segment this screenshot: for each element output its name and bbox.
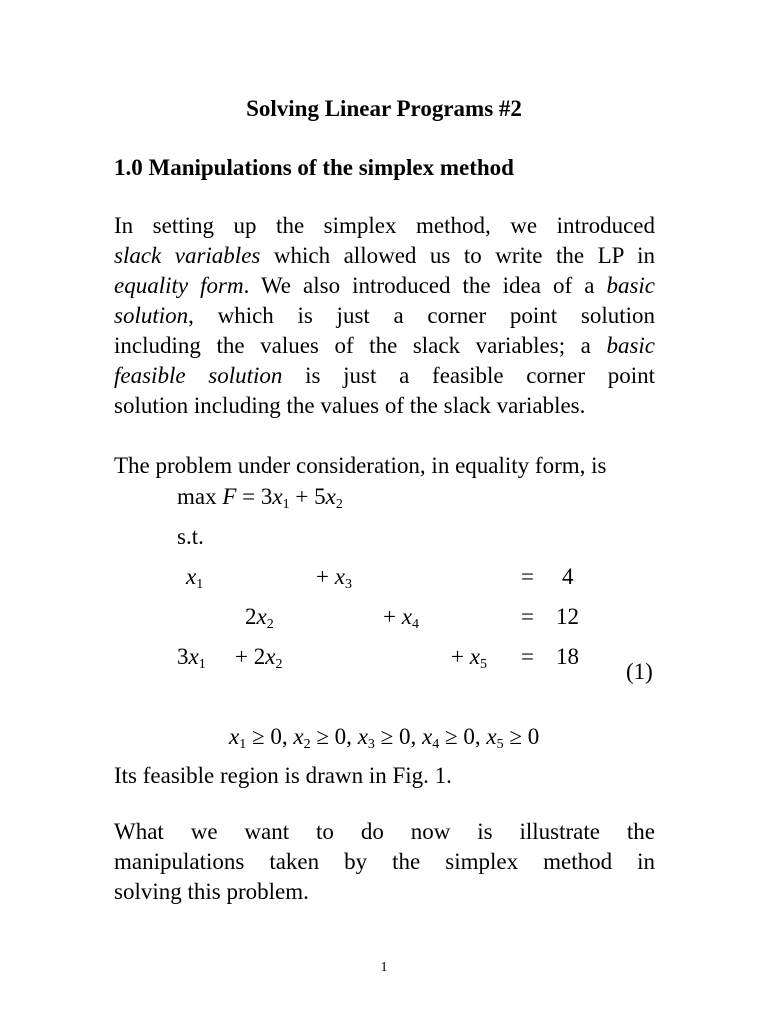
text-span: ≥ 0, xyxy=(439,724,487,749)
page-title: Solving Linear Programs #2 xyxy=(246,96,522,121)
var-x: x xyxy=(422,724,433,749)
equation-number: (1) xyxy=(626,659,653,684)
text-span: which allowed us to write the LP in xyxy=(260,243,656,268)
term-slack-variables: slack variables xyxy=(114,243,261,268)
var-x: x xyxy=(357,724,368,749)
paragraph-line xyxy=(114,301,655,331)
subscript: 2 xyxy=(303,737,311,752)
var-x: x xyxy=(293,724,304,749)
paragraph-line: manipulations taken by the simplex method in xyxy=(114,849,655,874)
paragraph-line: In setting up the simplex method, we introduced xyxy=(114,213,655,238)
constraint-2-equals: = xyxy=(521,604,534,629)
constraint-1-lhs xyxy=(186,564,203,590)
constraint-2-rhs: 12 xyxy=(556,604,579,629)
term-solution: solution xyxy=(114,303,189,328)
var-x: x xyxy=(486,724,497,749)
text-span: + xyxy=(316,564,335,589)
text-span: 3 xyxy=(177,644,189,669)
var-x: x xyxy=(334,564,345,589)
paragraph-intro xyxy=(114,211,655,421)
objective-function xyxy=(177,484,343,510)
var-x: x xyxy=(272,484,283,509)
paragraph-line xyxy=(114,271,655,301)
subscript: 5 xyxy=(479,657,487,672)
constraint-3-rhs: 18 xyxy=(556,644,579,669)
text-span: ≥ 0 xyxy=(503,724,540,749)
text-span: + xyxy=(451,644,470,669)
subject-to-label: s.t. xyxy=(177,524,204,549)
problem-intro: The problem under consideration, in equality form, is xyxy=(114,453,607,478)
feasible-region-sentence: Its feasible region is drawn in Fig. 1. xyxy=(114,763,452,788)
subscript: 2 xyxy=(266,617,274,632)
constraint-1-slack xyxy=(316,564,352,590)
nonnegativity-constraints xyxy=(229,724,539,750)
text-span: . We also introduced the idea of a xyxy=(243,273,607,298)
constraint-1-equals: = xyxy=(521,564,534,589)
text-span: ≥ 0, xyxy=(374,724,423,749)
paragraph-line xyxy=(114,361,655,391)
var-x: x xyxy=(401,604,412,629)
constraint-2-slack xyxy=(383,604,419,630)
text-span: + 2 xyxy=(235,644,266,669)
subscript: 3 xyxy=(367,737,375,752)
var-x: x xyxy=(188,644,199,669)
paragraph-line: solution including the values of the slack variables. xyxy=(114,393,586,418)
subscript: 1 xyxy=(198,657,206,672)
paragraph-line: What we want to do now is illustrate the xyxy=(114,819,655,844)
var-x: x xyxy=(325,484,336,509)
text-span: 2 xyxy=(245,604,257,629)
text-span: + xyxy=(383,604,402,629)
subscript: 1 xyxy=(282,497,290,512)
subscript: 2 xyxy=(275,657,283,672)
text-span: , which is just a corner point solution xyxy=(188,303,655,328)
paragraph-line: solving this problem. xyxy=(114,879,309,904)
paragraph-conclusion xyxy=(114,817,655,907)
subscript: 2 xyxy=(335,497,343,512)
subscript: 1 xyxy=(196,577,204,592)
constraint-3-second-term xyxy=(235,644,282,670)
paragraph-line xyxy=(114,241,655,271)
text-span: including the values of the slack variables; a xyxy=(114,333,607,358)
var-x: x xyxy=(256,604,267,629)
var-x: x xyxy=(186,564,197,589)
term-basic: basic xyxy=(606,273,655,298)
var-x: x xyxy=(265,644,276,669)
constraint-3-equals: = xyxy=(521,644,534,669)
constraint-2-lhs xyxy=(245,604,274,630)
section-heading: 1.0 Manipulations of the simplex method xyxy=(114,155,514,180)
text-span: + 5 xyxy=(289,484,326,509)
term-basic: basic xyxy=(606,333,655,358)
subscript: 3 xyxy=(344,577,352,592)
constraint-3-lhs xyxy=(177,644,206,670)
subscript: 4 xyxy=(411,617,419,632)
subscript: 4 xyxy=(432,737,440,752)
var-x: x xyxy=(469,644,480,669)
page-number: 1 xyxy=(380,960,388,975)
term-feasible-solution: feasible solution xyxy=(114,363,283,388)
subscript: 1 xyxy=(239,737,247,752)
text-span: ≥ 0, xyxy=(310,724,358,749)
max-keyword: max xyxy=(177,484,217,509)
paragraph-line xyxy=(114,331,655,361)
constraint-3-slack xyxy=(451,644,487,670)
var-x: x xyxy=(229,724,240,749)
text-span: ≥ 0, xyxy=(246,724,294,749)
term-equality-form: equality form xyxy=(114,273,244,298)
constraint-1-rhs: 4 xyxy=(562,564,574,589)
text-span: is just a feasible corner point xyxy=(282,363,656,388)
subscript: 5 xyxy=(496,737,504,752)
objective-variable: F xyxy=(222,484,237,509)
text-span: = 3 xyxy=(236,484,273,509)
